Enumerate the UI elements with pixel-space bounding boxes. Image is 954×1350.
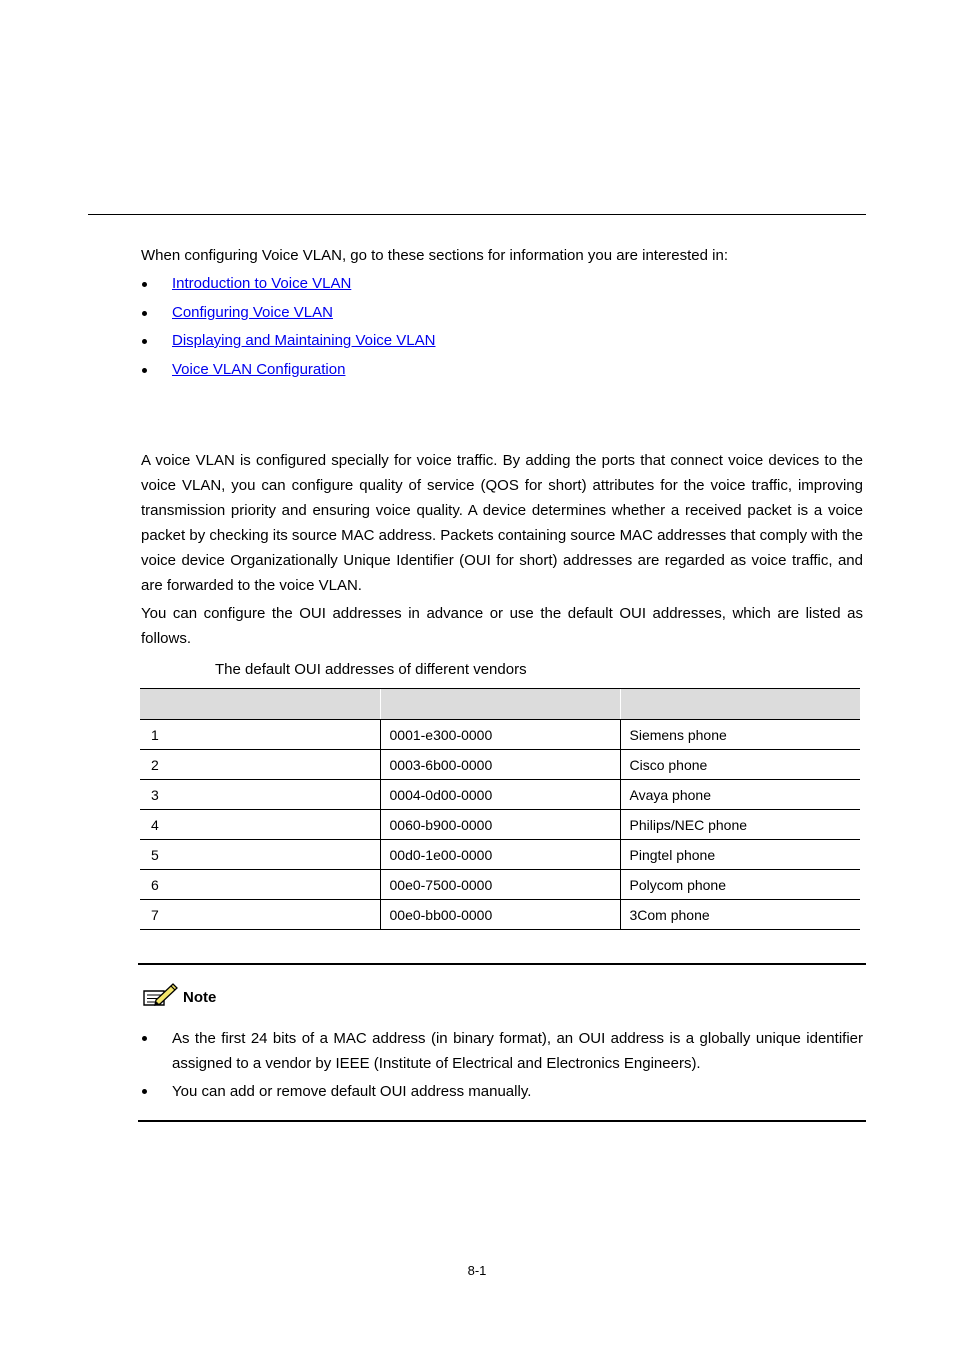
intro-text: When configuring Voice VLAN, go to these sections for information you are interested in: <box>141 247 728 264</box>
note-list <box>141 1026 863 1107</box>
row-number: 7 <box>140 900 380 930</box>
row-number: 4 <box>140 810 380 840</box>
oui-table <box>140 688 860 930</box>
oui-address: 0003-6b00-0000 <box>380 750 620 780</box>
vendor: Siemens phone <box>620 720 860 750</box>
table-row <box>140 810 860 840</box>
row-number: 6 <box>140 870 380 900</box>
note-item: As the first 24 bits of a MAC address (in binary format), an OUI address is a globally unique identifier assigned to a vendor by IEEE (Institute of Electrical and Electronics Engineers). <box>141 1026 863 1076</box>
vendor: Philips/NEC phone <box>620 810 860 840</box>
note-top-rule <box>138 963 866 965</box>
oui-address: 0004-0d00-0000 <box>380 780 620 810</box>
note-item: You can add or remove default OUI address manually. <box>141 1079 863 1104</box>
oui-address: 00e0-7500-0000 <box>380 870 620 900</box>
table-row <box>140 900 860 930</box>
oui-config-description: You can configure the OUI addresses in advance or use the default OUI addresses, which are listed as follows. <box>141 605 863 647</box>
vendor: Avaya phone <box>620 780 860 810</box>
section-link-list <box>141 273 436 387</box>
note-header <box>141 981 216 1007</box>
vendor: Pingtel phone <box>620 840 860 870</box>
table-row <box>140 840 860 870</box>
link-voice-vlan-configuration[interactable]: Voice VLAN Configuration <box>172 360 346 378</box>
vendor: 3Com phone <box>620 900 860 930</box>
vendor: Polycom phone <box>620 870 860 900</box>
table-row <box>140 870 860 900</box>
header-cell <box>140 689 380 720</box>
toc-item <box>141 273 436 302</box>
table-row <box>140 720 860 750</box>
oui-address: 00e0-bb00-0000 <box>380 900 620 930</box>
link-displaying-maintaining[interactable]: Displaying and Maintaining Voice VLAN <box>172 332 436 349</box>
table-row <box>140 780 860 810</box>
page-number: 8-1 <box>467 1263 487 1278</box>
table-caption: The default OUI addresses of different vendors <box>215 661 527 678</box>
voice-vlan-description: A voice VLAN is configured specially for voice traffic. By adding the ports that connect voice devices to the voice VLAN, you can configure quality of service (QOS for short) attributes for the voice traffic, improving transmission priority and ensuring voice quality. A device determines whether a received packet is a voice packet by checking its source MAC address. Packets containing source MAC addresses that comply with the voice device Organizationally Unique Identifier (OUI for short) addresses are regarded as voice traffic, and are forwarded to the voice VLAN. <box>141 452 863 594</box>
note-bottom-rule <box>138 1120 866 1122</box>
row-number: 3 <box>140 780 380 810</box>
link-configuring[interactable]: Configuring Voice VLAN <box>172 303 333 321</box>
oui-address: 00d0-1e00-0000 <box>380 840 620 870</box>
link-introduction[interactable]: Introduction to Voice VLAN <box>172 275 352 292</box>
note-pencil-icon <box>141 981 179 1007</box>
toc-item <box>141 302 436 331</box>
header-cell <box>380 689 620 720</box>
row-number: 1 <box>140 720 380 750</box>
header-cell <box>620 689 860 720</box>
table-header-row <box>140 689 860 720</box>
note-label: Note <box>183 989 217 1006</box>
vendor: Cisco phone <box>620 750 860 780</box>
row-number: 2 <box>140 750 380 780</box>
header-rule <box>88 214 866 215</box>
row-number: 5 <box>140 840 380 870</box>
oui-address: 0060-b900-0000 <box>380 810 620 840</box>
toc-item <box>141 359 436 388</box>
oui-address: 0001-e300-0000 <box>380 720 620 750</box>
toc-item <box>141 330 436 359</box>
table-row <box>140 750 860 780</box>
